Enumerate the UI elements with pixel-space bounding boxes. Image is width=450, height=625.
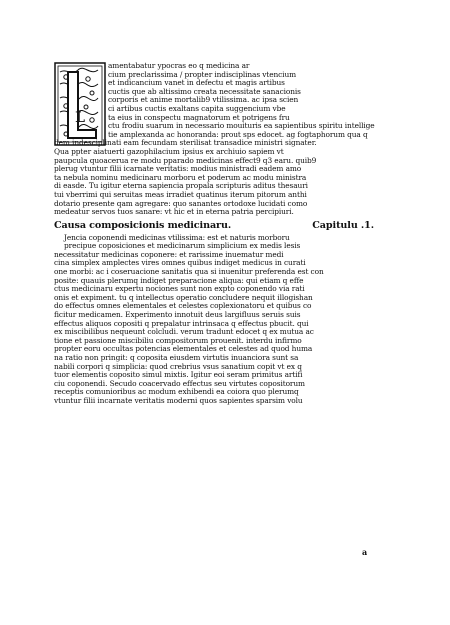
text-line: vtuntur filii incarnate veritatis moderni quos sapientes sparsim volu xyxy=(54,396,303,405)
text-line: cuctis que ab altissimo creata necessitate sanacionis xyxy=(108,87,301,96)
text-line: onis et expiment. tu q intellectus operatio concludere nequit illogishan xyxy=(54,293,313,302)
chapter-number: Capitulu .1. xyxy=(312,219,374,231)
text-line: tui vberrimi qui seruitas meas irradiet quatinus iterum pitorum anthi xyxy=(54,190,307,199)
chapter-heading xyxy=(54,220,378,232)
text-line: paupcula quoacerua re modu pparado medicinas effect9 q3 earu. quib9 xyxy=(54,156,317,165)
text-line: plerug vtuntur filii icarnate veritatis: modius ministradi eadem amo xyxy=(54,165,302,174)
text-line: receptis comunioribus ac modum exhibendi ea coiora quo plerumq xyxy=(54,388,299,397)
paragraph-1 xyxy=(54,62,378,217)
text-line: one morbi: ac i coseruacione sanitatis qua si inuenitur preferenda est con xyxy=(54,268,324,277)
initial-letter: L xyxy=(75,110,85,126)
text-line: nabili corpori q simplicia: quod crebrius vsus sanatium copit vt ex q xyxy=(54,362,302,371)
text-line: ctus medicinaru expertu nociones sunt non expto coponendo via rati xyxy=(54,285,305,294)
text-line: dem indesciplinati eam fecundam sterilisat transadice ministri signater. xyxy=(54,139,317,148)
text-line: cium preclarissima / propter indisciplinas vtencium xyxy=(108,70,297,79)
text-line: ficitur medicamen. Experimento innotuit deus largifluus seruis suis xyxy=(54,311,301,320)
signature-mark: a xyxy=(362,547,368,557)
text-line: tione et passione miscibiliu compositorum prouenit. interdu infirmo xyxy=(54,336,302,345)
text-body xyxy=(54,62,378,406)
text-line: Qua ppter aiatuerti gazophilacium ipsius ex archiuio sapiem vt xyxy=(54,147,284,156)
chapter-title: Causa composicionis medicinaru. xyxy=(54,219,232,231)
text-line: ctu frodiu suarum in necessario mouituris ea sapientibus spiritu intellige xyxy=(108,122,375,131)
text-line: propter eoru occultas potencias elementales et celestes ad quod huma xyxy=(54,345,313,354)
text-line: ci artibus cuctis exaltans capita suggencium vbe xyxy=(108,104,286,113)
text-line: et indicancium vanet in defectu et magis artibus xyxy=(108,79,285,88)
text-line: dotario presente qam agregare: quo sanantes ortodoxe lucidati como xyxy=(54,199,308,208)
text-line: ciu coponendi. Secudo coacervado effectus seu virtutes copositorum xyxy=(54,379,305,388)
text-line: ta nebula nominu medicinaru morboru et poderum ac modu ministra xyxy=(54,173,307,182)
text-line: amentabatur ypocras eo q medicina ar xyxy=(108,62,250,70)
text-line: corporis et anime mortalib9 vtilissima. ac ipsa scien xyxy=(108,96,299,105)
text-line: Jencia coponendi medicinas vtilissima: est et naturis morboru xyxy=(64,233,290,242)
text-line: medeatur servos tuos sanare: vt hic et in eterna patria percipiuri. xyxy=(54,208,294,217)
text-line: tuor elementis coposito simul mixtis. Igitur eoi seram primitus artifi xyxy=(54,371,303,380)
text-line: precipue coposiciones et medicinarum simplicium ex medis lesis xyxy=(64,242,301,251)
text-line: na ratio non pringit: q coposita eiusdem virtutis inuanciora sunt sa xyxy=(54,354,299,362)
text-line: do effectus omnes elementales et celestes coplexionatoru et quibus co xyxy=(54,302,312,311)
text-line: necessitatur medicinas coponere: et rarissime inuematur medi xyxy=(54,250,284,259)
text-line: cina simplex amplectes vires omnes quibus indiget medicus in curati xyxy=(54,259,306,268)
text-line: di easde. Tu igitur eterna sapiencia propala scripturis aditus thesauri xyxy=(54,182,308,191)
paragraph-2 xyxy=(54,234,378,406)
text-line: posite: quauis plerumq indiget preparacione aliqua: qui etiam q effe xyxy=(54,276,304,285)
text-line: effectus aliquos copositi q prepalatur intrinsaca q effectus pbucit. qui xyxy=(54,319,309,328)
text-line: tie amplexanda ac honoranda: prout sps edocet. ag fogtaphorum qua q xyxy=(108,130,368,139)
text-line: ex miscibilibus nequeunt colcludi. verum tradunt edocet q ex mutua ac xyxy=(54,328,314,337)
text-line: ta eius in conspectu magnatorum et potrigens fru xyxy=(108,113,290,122)
